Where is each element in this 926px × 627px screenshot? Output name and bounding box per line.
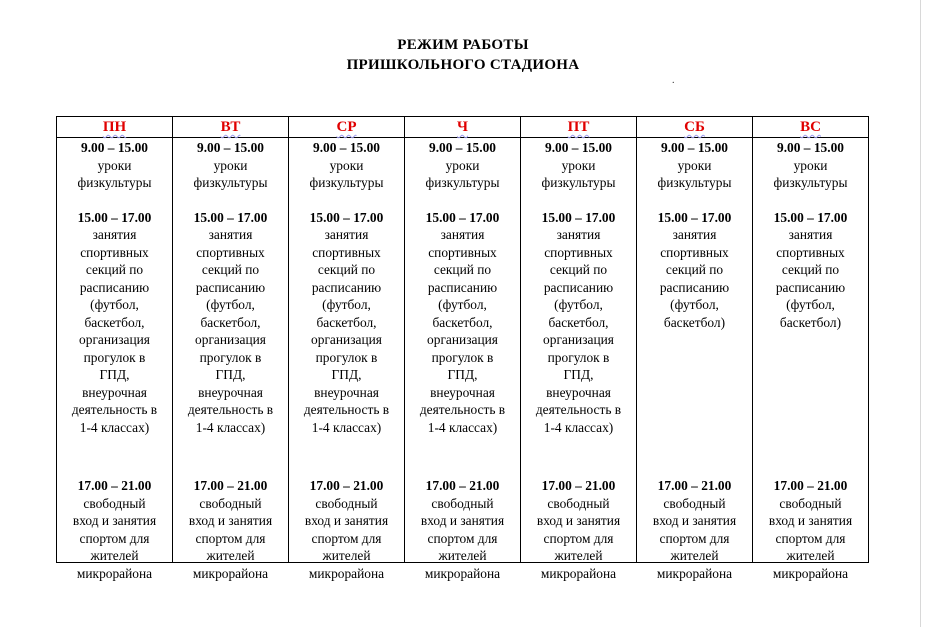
activity-text-line: свободный [431,495,494,511]
activity-text-line: (футбол, [322,297,371,312]
activity-text-line: микрорайона [192,565,269,581]
sections-block [638,209,751,332]
activity-text-line: деятельность в [535,402,622,417]
free-access-block [521,477,636,582]
activity-text-line: 1-4 классах) [79,419,150,435]
activity-text-line: уроки [329,157,364,173]
activity-text-line: 1-4 классах) [195,419,266,435]
activity-text-line: физкультуры [541,175,616,190]
activity-text-line: прогулок в [431,349,494,365]
day-header [173,117,289,138]
lessons-block [406,139,519,192]
activity-text-line: расписанию [195,279,266,295]
activity-text-line: жителей [206,548,255,563]
activity-text-line: спортивных [428,244,497,260]
day-label: ВС [800,119,821,135]
day-header [405,117,521,138]
time-range: 17.00 – 21.00 [77,478,152,493]
free-access-block [405,477,520,582]
day-label: СР [336,119,357,135]
activity-text-line: (футбол, [786,297,835,312]
activity-text-line: (футбол, [90,297,139,312]
activity-text-line: деятельность в [303,402,390,417]
activity-text-line: секций по [549,262,608,277]
activity-text-line: ГПД, [331,367,362,382]
time-range: 17.00 – 21.00 [425,478,500,493]
document-title-line-1: РЕЖИМ РАБОТЫ [397,37,529,53]
activity-text-line: 1-4 классах) [543,419,614,435]
activity-text-line: спортом для [311,530,382,546]
lessons-block [174,139,287,192]
activity-text-line: вход и занятия [652,513,737,528]
activity-text-line: организация [427,332,498,347]
free-access-block [753,477,868,582]
day-schedule-cell [637,138,753,581]
lessons-block [638,139,751,192]
activity-text-line: спортом для [659,530,730,546]
day-header [57,117,173,138]
day-header [521,117,637,138]
activity-text-line: свободный [83,495,146,511]
activity-text-line: организация [543,332,614,347]
lessons-block [522,139,635,192]
activity-text-line: внеурочная [198,384,263,400]
activity-text-line: прогулок в [83,349,146,365]
day-header [289,117,405,138]
time-range: 15.00 – 17.00 [309,209,384,225]
activity-text-line: расписанию [79,279,150,295]
time-range: 9.00 – 15.00 [661,140,728,155]
activity-text-line: физкультуры [193,175,268,190]
activity-text-line: физкультуры [77,175,152,190]
lessons-block [754,139,867,192]
activity-text-line: жителей [322,548,371,563]
activity-text-line: баскетбол) [779,314,842,330]
activity-text-line: баскетбол, [548,314,609,330]
activity-text-line: деятельность в [187,402,274,417]
page-edge-divider [920,0,921,627]
activity-text-line: жителей [90,548,139,563]
activity-text-line: баскетбол, [200,314,261,330]
activity-text-line: расписанию [427,279,498,295]
activity-text-line: свободный [779,495,842,511]
day-label: ПТ [567,119,590,135]
sections-block [174,209,287,437]
time-range: 9.00 – 15.00 [313,140,380,155]
time-range: 17.00 – 21.00 [309,478,384,493]
activity-text-line: организация [79,332,150,347]
activity-text-line: прогулок в [199,349,262,365]
time-range: 15.00 – 17.00 [541,209,616,225]
activity-text-line: уроки [561,157,596,173]
activity-text-line: занятия [788,227,833,242]
activity-text-line: занятия [440,227,485,242]
activity-text-line: жителей [670,548,719,563]
activity-text-line: жителей [554,548,603,563]
activity-text-line: вход и занятия [536,513,621,528]
sections-block [406,209,519,437]
activity-text-line: физкультуры [773,175,848,190]
free-access-block [57,477,172,582]
activity-text-line: секций по [665,262,724,277]
activity-text-line: занятия [672,227,717,242]
activity-text-line: (футбол, [554,297,603,312]
activity-text-line: микрорайона [308,565,385,581]
activity-text-line: вход и занятия [188,513,273,528]
activity-text-line: (футбол, [438,297,487,312]
activity-text-line: спортом для [79,530,150,546]
activity-text-line: 1-4 классах) [311,419,382,435]
activity-text-line: баскетбол) [663,314,726,330]
activity-text-line: прогулок в [547,349,610,365]
day-label: ПН [102,119,127,135]
activity-text-line: спортивных [544,244,613,260]
activity-text-line: 1-4 классах) [427,419,498,435]
activity-text-line: секций по [317,262,376,277]
activity-text-line: расписанию [659,279,730,295]
activity-text-line: (футбол, [670,297,719,312]
day-header [753,117,869,138]
activity-text-line: свободный [199,495,262,511]
activity-text-line: ГПД, [215,367,246,382]
day-label: Ч [456,119,468,135]
time-range: 9.00 – 15.00 [777,140,844,155]
activity-text-line: организация [195,332,266,347]
activity-text-line: занятия [208,227,253,242]
stray-mark: . [672,75,675,86]
activity-text-line: спортивных [776,244,845,260]
activity-text-line: секций по [201,262,260,277]
time-range: 15.00 – 17.00 [77,209,152,225]
activity-text-line: организация [311,332,382,347]
day-schedule-cell [521,138,637,581]
activity-text-line: ГПД, [563,367,594,382]
activity-text-line: ГПД, [447,367,478,382]
activity-text-line: микрорайона [76,565,153,581]
day-header [637,117,753,138]
activity-text-line: спортом для [775,530,846,546]
activity-text-line: спортивных [660,244,729,260]
time-range: 15.00 – 17.00 [425,209,500,225]
activity-text-line: свободный [315,495,378,511]
activity-text-line: физкультуры [657,175,732,190]
time-range: 9.00 – 15.00 [545,140,612,155]
activity-text-line: физкультуры [425,175,500,190]
activity-text-line: секций по [781,262,840,277]
time-range: 9.00 – 15.00 [429,140,496,155]
activity-text-line: физкультуры [309,175,384,190]
activity-text-line: занятия [556,227,601,242]
activity-text-line: баскетбол, [316,314,377,330]
time-range: 15.00 – 17.00 [773,209,848,225]
activity-text-line: вход и занятия [304,513,389,528]
activity-text-line: прогулок в [315,349,378,365]
time-range: 17.00 – 21.00 [193,478,268,493]
time-range: 17.00 – 21.00 [773,478,848,493]
lessons-block [58,139,171,192]
activity-text-line: внеурочная [82,384,147,400]
day-schedule-cell [753,138,869,581]
activity-text-line: секций по [433,262,492,277]
activity-text-line: спортивных [196,244,265,260]
activity-text-line: расписанию [775,279,846,295]
day-schedule-cell [289,138,405,581]
activity-text-line: внеурочная [314,384,379,400]
document-title-line-2: ПРИШКОЛЬНОГО СТАДИОНА [346,57,580,73]
activity-text-line: вход и занятия [72,513,157,528]
activity-text-line: внеурочная [430,384,495,400]
activity-text-line: свободный [663,495,726,511]
free-access-block [289,477,404,582]
activity-text-line: уроки [445,157,480,173]
activity-text-line: секций по [85,262,144,277]
activity-text-line: вход и занятия [420,513,505,528]
activity-text-line: микрорайона [772,565,849,581]
activity-text-line: расписанию [311,279,382,295]
activity-text-line: спортом для [427,530,498,546]
day-schedule-cell [173,138,289,581]
day-label: ВТ [220,119,241,135]
activity-text-line: уроки [793,157,828,173]
activity-text-line: занятия [324,227,369,242]
time-range: 17.00 – 21.00 [541,478,616,493]
day-schedule-cell [57,138,173,581]
day-schedule-cell [405,138,521,581]
activity-text-line: внеурочная [546,384,611,400]
time-range: 15.00 – 17.00 [657,209,732,225]
activity-text-line: занятия [92,227,137,242]
activity-text-line: микрорайона [540,565,617,581]
sections-block [754,209,867,332]
activity-text-line: (футбол, [206,297,255,312]
activity-text-line: жителей [786,548,835,563]
schedule-table [56,116,869,581]
activity-text-line: расписанию [543,279,614,295]
activity-text-line: уроки [213,157,248,173]
time-range: 9.00 – 15.00 [81,140,148,155]
activity-text-line: деятельность в [71,402,158,417]
activity-text-line: свободный [547,495,610,511]
activity-text-line: жителей [438,548,487,563]
free-access-block [173,477,288,582]
activity-text-line: уроки [97,157,132,173]
time-range: 15.00 – 17.00 [193,209,268,225]
time-range: 17.00 – 21.00 [657,478,732,493]
time-range: 9.00 – 15.00 [197,140,264,155]
activity-text-line: ГПД, [99,367,130,382]
sections-block [290,209,403,437]
free-access-block [637,477,752,582]
activity-text-line: спортом для [195,530,266,546]
activity-text-line: микрорайона [424,565,501,581]
lessons-block [290,139,403,192]
activity-text-line: спортивных [312,244,381,260]
sections-block [522,209,635,437]
sections-block [58,209,171,437]
activity-text-line: спортивных [80,244,149,260]
activity-text-line: спортом для [543,530,614,546]
day-label: СБ [684,119,705,135]
activity-text-line: деятельность в [419,402,506,417]
activity-text-line: микрорайона [656,565,733,581]
schedule-row [57,138,869,563]
activity-text-line: баскетбол, [84,314,145,330]
activity-text-line: уроки [677,157,712,173]
activity-text-line: баскетбол, [432,314,493,330]
activity-text-line: вход и занятия [768,513,853,528]
day-header-row [57,117,869,138]
